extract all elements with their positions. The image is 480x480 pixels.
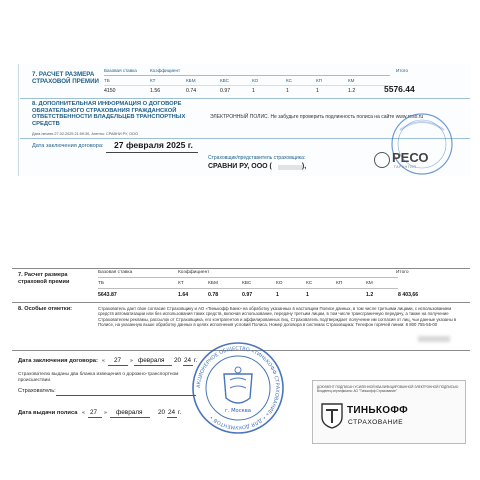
tink-issue-day: 27: [90, 409, 98, 416]
reso-total-label: Итого: [396, 68, 409, 73]
signature-note: ДОКУМЕНТ ПОДПИСАН УСИЛЕННОЙ КВАЛИФИЦИРОВАННОЙ ЭЛЕКТРОННОЙ ПОДПИСЬЮ Владелец сертификата: АО "Тинькофф Страхование": [317, 385, 459, 393]
tink-col-header: КО: [276, 281, 283, 286]
tink-col-value: 1: [276, 292, 279, 298]
brand-sub: СТРАХОВАНИЕ: [348, 419, 404, 426]
reso-col-value: 1: [252, 88, 255, 94]
quote-mark: «: [82, 410, 85, 416]
year-prefix: 20: [174, 357, 182, 364]
reso-col-value: 1: [316, 88, 319, 94]
reso-coef-label: Коэффициент: [150, 68, 181, 73]
tink-col-value: 1: [306, 292, 309, 298]
reso-insurer-rep-label: Страховщик/представитель страховщика:: [208, 155, 306, 161]
tink-total-value: 8 403,66: [398, 292, 419, 298]
reso-col-value: 4150: [104, 88, 116, 94]
reso-base-rate-label: Базовая ставка: [104, 68, 137, 73]
tink-issue-year: 24: [168, 409, 176, 416]
tinkoff-policy-fragment: [0, 240, 480, 472]
reso-col-header: КТ: [150, 78, 156, 83]
tink-total-label: Итого: [396, 270, 409, 275]
reso-col-header: КВС: [220, 78, 229, 83]
reso-col-value: 0.97: [220, 88, 231, 94]
reso-logo-sub: ГАРАНТИЯ: [394, 165, 417, 169]
tink-col-value: 0.97: [242, 292, 253, 298]
reso-section8-title: 8. ДОПОЛНИТЕЛЬНАЯ ИНФОРМАЦИЯ О ДОГОВОРЕ ОБЯЗАТЕЛЬНОГО СТРАХОВАНИЯ ГРАЖДАНСКОЙ ОТВЕТСТВЕННОСТИ ВЛАДЕЛЬЦЕВ ТРАНСПОРТНЫХ СРЕДСТВ: [32, 101, 186, 127]
reso-row-line: [104, 75, 390, 76]
tink-col-header: КС: [306, 281, 313, 286]
tinkoff-shield-icon: [321, 403, 343, 429]
tink-contract-day: 27: [114, 357, 122, 364]
reso-logo-text: РЕСО: [392, 150, 429, 165]
tink-col-header: КТ: [178, 281, 184, 286]
tink-col-value: 1.64: [178, 292, 189, 298]
reso-policy-fragment: [0, 62, 480, 178]
reso-insurer-rep: СРАВНИ РУ, ООО ( ),: [208, 163, 307, 170]
svg-text:АКЦИОНЕРНОЕ ОБЩЕСТВО «ТИНЬКОФФ: [196, 346, 280, 430]
tink-contract-month: февраля: [138, 357, 165, 364]
stamp-ring-text: АКЦИОНЕРНОЕ ОБЩЕСТВО «ТИНЬКОФФ СТРАХОВАНИЕ» • ДЛЯ ДОКУМЕНТОВ •: [195, 345, 281, 431]
reso-electronic-note: ЭЛЕКТРОННЫЙ ПОЛИС. Не забудьте проверить подлинность полиса на сайте www.reso.ru: [210, 114, 424, 120]
quote-mark: «: [102, 358, 105, 364]
quote-mark: »: [130, 358, 133, 364]
tink-issue-date-label: Дата выдачи полиса: [18, 410, 78, 416]
reso-logo-icon: [374, 152, 390, 168]
tink-col-header: КП: [336, 281, 343, 286]
reso-col-header: КС: [286, 78, 292, 83]
quote-mark: »: [104, 410, 107, 416]
reso-col-value: 0.74: [186, 88, 197, 94]
tink-col-header: КМ: [366, 281, 373, 286]
tink-col-header: КВС: [242, 281, 252, 286]
stamp-city: г. Москва: [225, 408, 251, 414]
tink-col-value: 5643.87: [98, 292, 117, 298]
tink-contract-date-label: Дата заключения договора:: [18, 358, 98, 364]
reso-col-header: КО: [252, 78, 259, 83]
reso-section7-title: 7. РАСЧЕТ РАЗМЕРА СТРАХОВОЙ ПРЕМИИ: [32, 71, 99, 85]
tink-insured-label: Страхователь:: [18, 388, 56, 394]
redacted-block: [418, 336, 450, 342]
tinkoff-signature-box: [312, 380, 466, 444]
tink-col-value: 0.78: [208, 292, 219, 298]
redacted-block: [278, 165, 302, 170]
tink-col-value: 1.2: [366, 292, 374, 298]
tink-section8-title: 8. Особые отметки:: [18, 306, 73, 312]
tink-col-header: ТБ: [98, 281, 105, 286]
reso-contract-date: 27 февраля 2025 г.: [114, 140, 193, 150]
tink-special-text: Страхователь дает свое согласие Страховщику и АО «Тинькофф Банк» на обработку указанных в настоящем Полисе данных, в том числе третьими лицами, с использованием средств автоматизации или без использования таких средств, включая использование, передачу третьим лицам, в том числе трансграничную передачу, а также на получение Страхователем рекламы, рассылок от Страховщика, его контрагентов и аффилированных лиц. Страхователь подтверждает получение им согласия от лиц, чьи данные указаны в Полисе, на указанную выше обработку данных в целях исполнения условий Полиса. Номер договора в системах Страховщика: Телефон горячей линии: 8 800 755-55-00: [98, 306, 457, 328]
tink-notice-text: Страхователю выданы два бланка извещения о дорожно-транспортном происшествии.: [18, 372, 179, 383]
reso-total-value: 5576.44: [384, 84, 415, 94]
tink-base-rate-label: Базовая ставка: [98, 270, 133, 275]
reso-col-header: КП: [316, 78, 322, 83]
tink-section7-title: 7. Расчет размера страховой премии: [18, 272, 70, 285]
reso-col-header: КМ: [348, 78, 355, 83]
brand-name: ТИНЬКОФФ: [347, 405, 408, 416]
reso-contract-date-label: Дата заключения договора:: [32, 143, 104, 149]
reso-col-value: 1: [286, 88, 289, 94]
year-suffix: г.: [194, 357, 198, 364]
tink-issue-month: февраля: [116, 409, 143, 416]
reso-col-value: 1.56: [150, 88, 161, 94]
year-prefix: 20: [158, 409, 166, 416]
tink-contract-year: 24: [184, 357, 192, 364]
reso-col-header: ТБ: [104, 78, 110, 83]
reso-print-date: Дата печати 27.02.2025 21:59:30, Агенты: СРАВНИ РУ, ООО: [32, 132, 138, 136]
tink-col-header: КБМ: [208, 281, 218, 286]
reso-col-header: КБМ: [186, 78, 196, 83]
tinkoff-round-stamp: [190, 340, 286, 436]
reso-col-value: 1.2: [348, 88, 356, 94]
year-suffix: г.: [178, 409, 182, 416]
tink-coef-label: Коэффициент: [178, 270, 210, 275]
